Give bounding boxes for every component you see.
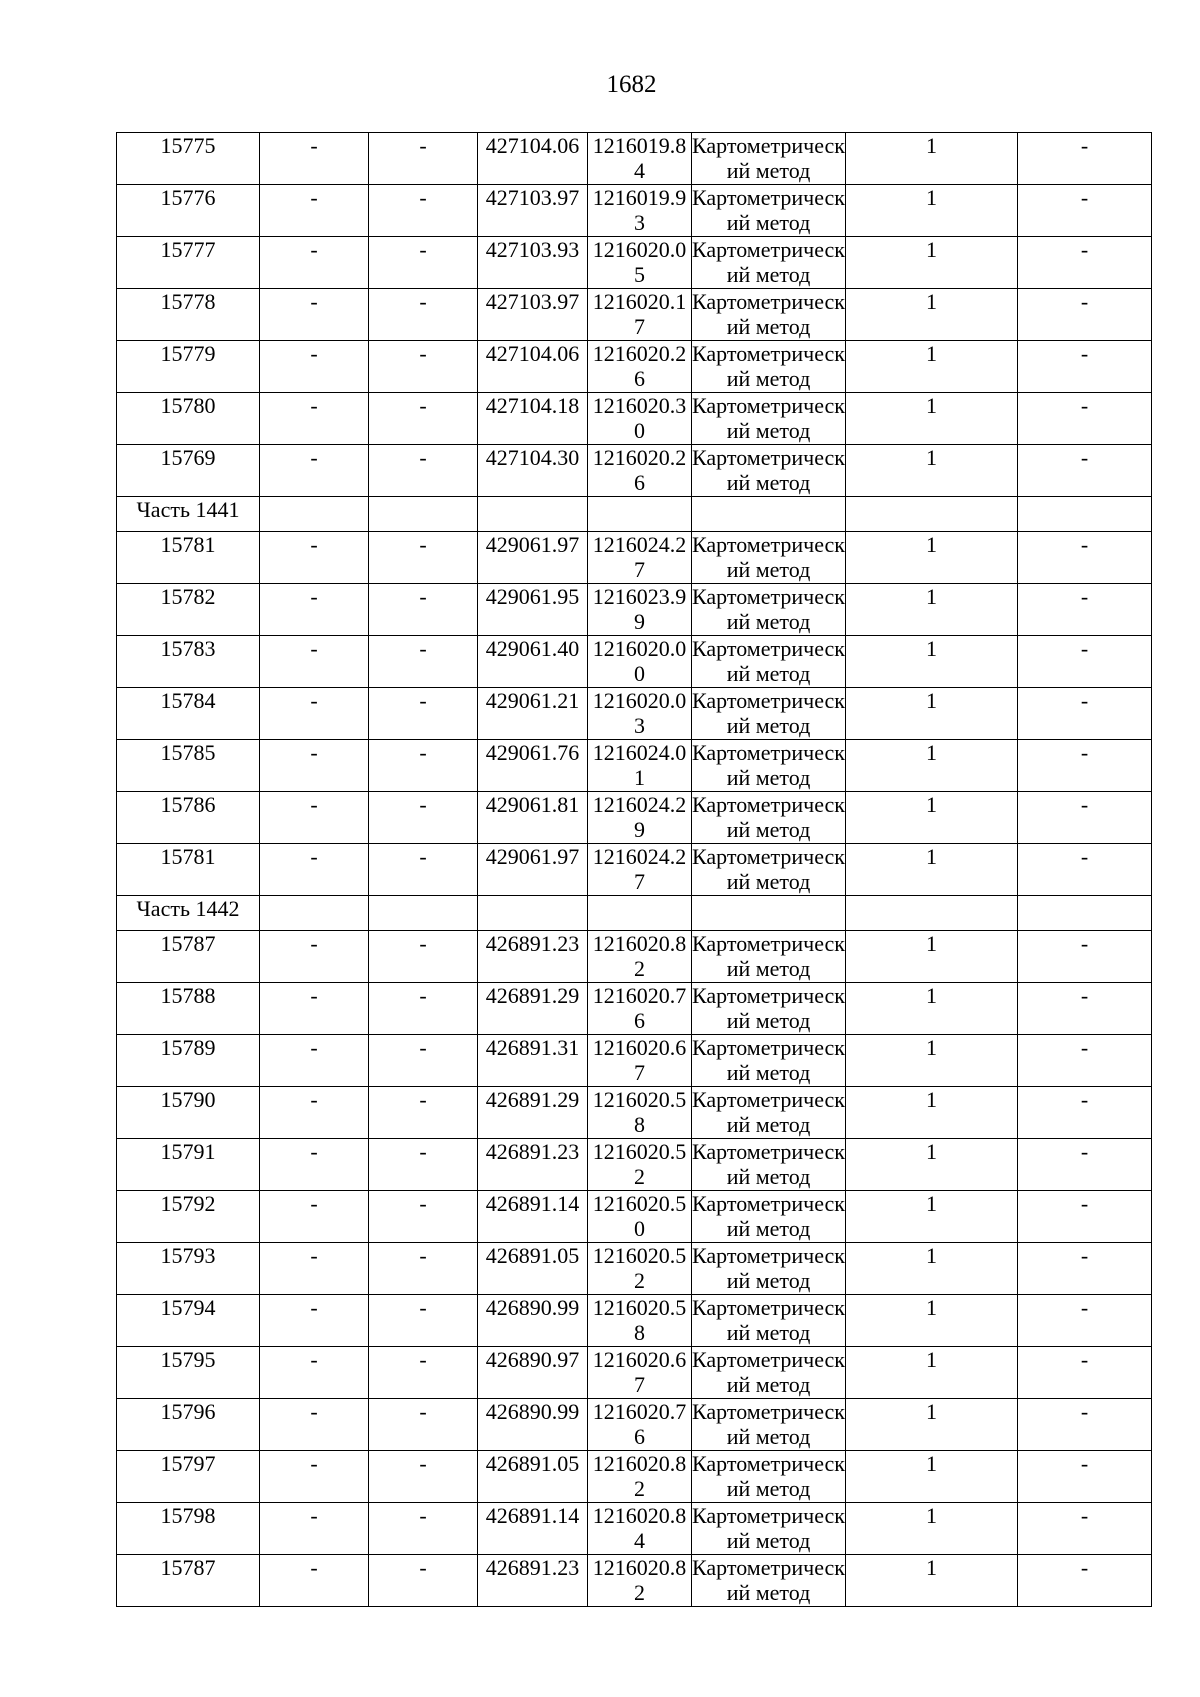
accuracy-cell: 1 — [846, 1503, 1018, 1555]
method-cell: Картометрический метод — [692, 1399, 845, 1449]
note-cell: - — [1018, 983, 1152, 1035]
section-empty-cell — [478, 497, 588, 532]
table-row — [117, 1087, 1152, 1139]
accuracy-cell: 1 — [846, 792, 1018, 844]
point-number-cell: 15790 — [117, 1087, 260, 1139]
section-empty-cell — [846, 497, 1018, 532]
dash-cell: - — [369, 1243, 478, 1295]
point-number-cell: 15776 — [117, 185, 260, 237]
dash-cell: - — [369, 532, 478, 584]
point-number-cell: 15798 — [117, 1503, 260, 1555]
dash-cell: - — [369, 1451, 478, 1503]
table-row — [117, 844, 1152, 896]
point-number-cell: 15780 — [117, 393, 260, 445]
note-cell: - — [1018, 844, 1152, 896]
x-coordinate-cell: 426890.99 — [478, 1399, 588, 1451]
table-row — [117, 289, 1152, 341]
accuracy-cell: 1 — [846, 1295, 1018, 1347]
dash-cell: - — [369, 1139, 478, 1191]
x-coordinate-cell: 426891.23 — [478, 1139, 588, 1191]
table-row — [117, 1243, 1152, 1295]
method-cell: Картометрический метод — [692, 1191, 845, 1241]
point-number-cell: 15794 — [117, 1295, 260, 1347]
accuracy-cell: 1 — [846, 740, 1018, 792]
dash-cell: - — [369, 133, 478, 185]
dash-cell: - — [369, 1555, 478, 1607]
dash-cell: - — [260, 844, 369, 896]
point-number-cell: 15782 — [117, 584, 260, 636]
dash-cell: - — [260, 1347, 369, 1399]
point-number-cell: 15769 — [117, 445, 260, 497]
dash-cell: - — [260, 1243, 369, 1295]
dash-cell: - — [260, 1139, 369, 1191]
accuracy-cell: 1 — [846, 983, 1018, 1035]
accuracy-cell: 1 — [846, 393, 1018, 445]
note-cell: - — [1018, 792, 1152, 844]
table-row — [117, 983, 1152, 1035]
method-cell: Картометрический метод — [692, 1243, 845, 1293]
x-coordinate-cell: 429061.40 — [478, 636, 588, 688]
method-cell: Картометрический метод — [692, 133, 845, 183]
accuracy-cell: 1 — [846, 1139, 1018, 1191]
point-number-cell: 15778 — [117, 289, 260, 341]
dash-cell: - — [260, 1399, 369, 1451]
y-coordinate-cell: 1216019.84 — [588, 133, 692, 185]
y-coordinate-cell: 1216023.99 — [588, 584, 692, 636]
section-header-row — [117, 896, 1152, 931]
dash-cell: - — [260, 237, 369, 289]
x-coordinate-cell: 429061.97 — [478, 844, 588, 896]
table-row — [117, 1139, 1152, 1191]
dash-cell: - — [369, 1399, 478, 1451]
accuracy-cell: 1 — [846, 532, 1018, 584]
dash-cell: - — [369, 740, 478, 792]
section-empty-cell — [588, 497, 692, 532]
dash-cell: - — [260, 584, 369, 636]
section-header-row — [117, 497, 1152, 532]
y-coordinate-cell: 1216020.82 — [588, 931, 692, 983]
dash-cell: - — [260, 1191, 369, 1243]
section-empty-cell — [692, 896, 846, 931]
note-cell: - — [1018, 584, 1152, 636]
dash-cell: - — [369, 844, 478, 896]
y-coordinate-cell: 1216020.58 — [588, 1295, 692, 1347]
table-row — [117, 1503, 1152, 1555]
dash-cell: - — [260, 1295, 369, 1347]
dash-cell: - — [260, 1087, 369, 1139]
table-row — [117, 1035, 1152, 1087]
point-number-cell: 15787 — [117, 931, 260, 983]
accuracy-cell: 1 — [846, 1035, 1018, 1087]
point-number-cell: 15781 — [117, 532, 260, 584]
x-coordinate-cell: 426891.05 — [478, 1451, 588, 1503]
note-cell: - — [1018, 1451, 1152, 1503]
dash-cell: - — [369, 1295, 478, 1347]
x-coordinate-cell: 429061.97 — [478, 532, 588, 584]
dash-cell: - — [369, 1503, 478, 1555]
point-number-cell: 15785 — [117, 740, 260, 792]
y-coordinate-cell: 1216020.82 — [588, 1555, 692, 1607]
page-number: 1682 — [606, 71, 657, 98]
x-coordinate-cell: 427103.93 — [478, 237, 588, 289]
y-coordinate-cell: 1216020.03 — [588, 688, 692, 740]
section-label: Часть 1441 — [117, 497, 260, 532]
method-cell: Картометрический метод — [692, 341, 845, 391]
dash-cell: - — [369, 445, 478, 497]
dash-cell: - — [369, 1087, 478, 1139]
note-cell: - — [1018, 636, 1152, 688]
note-cell: - — [1018, 393, 1152, 445]
dash-cell: - — [260, 688, 369, 740]
method-cell: Картометрический метод — [692, 792, 845, 842]
section-empty-cell — [260, 896, 369, 931]
dash-cell: - — [260, 445, 369, 497]
table-row — [117, 636, 1152, 688]
method-cell: Картометрический метод — [692, 1347, 845, 1397]
note-cell: - — [1018, 289, 1152, 341]
method-cell: Картометрический метод — [692, 393, 845, 443]
note-cell: - — [1018, 237, 1152, 289]
method-cell: Картометрический метод — [692, 185, 845, 235]
dash-cell: - — [260, 393, 369, 445]
section-empty-cell — [1018, 896, 1152, 931]
coordinates-table — [116, 132, 1152, 1607]
dash-cell: - — [260, 532, 369, 584]
table-row — [117, 1555, 1152, 1607]
method-cell: Картометрический метод — [692, 688, 845, 738]
table-row — [117, 341, 1152, 393]
x-coordinate-cell: 426891.05 — [478, 1243, 588, 1295]
dash-cell: - — [260, 983, 369, 1035]
note-cell: - — [1018, 1555, 1152, 1607]
table-row — [117, 1347, 1152, 1399]
table-row — [117, 1399, 1152, 1451]
accuracy-cell: 1 — [846, 688, 1018, 740]
y-coordinate-cell: 1216020.67 — [588, 1347, 692, 1399]
y-coordinate-cell: 1216020.52 — [588, 1243, 692, 1295]
point-number-cell: 15787 — [117, 1555, 260, 1607]
method-cell: Картометрический метод — [692, 740, 845, 790]
point-number-cell: 15792 — [117, 1191, 260, 1243]
dash-cell: - — [369, 1347, 478, 1399]
x-coordinate-cell: 426891.14 — [478, 1503, 588, 1555]
section-empty-cell — [692, 497, 846, 532]
x-coordinate-cell: 426891.23 — [478, 1555, 588, 1607]
y-coordinate-cell: 1216020.26 — [588, 341, 692, 393]
note-cell: - — [1018, 445, 1152, 497]
dash-cell: - — [260, 289, 369, 341]
note-cell: - — [1018, 185, 1152, 237]
y-coordinate-cell: 1216024.27 — [588, 532, 692, 584]
point-number-cell: 15783 — [117, 636, 260, 688]
point-number-cell: 15796 — [117, 1399, 260, 1451]
x-coordinate-cell: 426891.14 — [478, 1191, 588, 1243]
accuracy-cell: 1 — [846, 844, 1018, 896]
accuracy-cell: 1 — [846, 1451, 1018, 1503]
dash-cell: - — [369, 584, 478, 636]
y-coordinate-cell: 1216024.01 — [588, 740, 692, 792]
note-cell: - — [1018, 341, 1152, 393]
y-coordinate-cell: 1216020.30 — [588, 393, 692, 445]
accuracy-cell: 1 — [846, 636, 1018, 688]
point-number-cell: 15781 — [117, 844, 260, 896]
method-cell: Картометрический метод — [692, 1087, 845, 1137]
method-cell: Картометрический метод — [692, 532, 845, 582]
table-row — [117, 133, 1152, 185]
table-row — [117, 1451, 1152, 1503]
point-number-cell: 15793 — [117, 1243, 260, 1295]
method-cell: Картометрический метод — [692, 445, 845, 495]
y-coordinate-cell: 1216020.50 — [588, 1191, 692, 1243]
y-coordinate-cell: 1216020.00 — [588, 636, 692, 688]
dash-cell: - — [369, 393, 478, 445]
dash-cell: - — [260, 636, 369, 688]
accuracy-cell: 1 — [846, 1191, 1018, 1243]
dash-cell: - — [260, 185, 369, 237]
dash-cell: - — [369, 237, 478, 289]
dash-cell: - — [260, 1555, 369, 1607]
accuracy-cell: 1 — [846, 445, 1018, 497]
point-number-cell: 15795 — [117, 1347, 260, 1399]
method-cell: Картометрический метод — [692, 931, 845, 981]
method-cell: Картометрический метод — [692, 1555, 845, 1605]
table-row — [117, 792, 1152, 844]
dash-cell: - — [260, 740, 369, 792]
table-row — [117, 532, 1152, 584]
accuracy-cell: 1 — [846, 341, 1018, 393]
y-coordinate-cell: 1216020.67 — [588, 1035, 692, 1087]
y-coordinate-cell: 1216020.82 — [588, 1451, 692, 1503]
dash-cell: - — [369, 341, 478, 393]
x-coordinate-cell: 427104.06 — [478, 133, 588, 185]
accuracy-cell: 1 — [846, 289, 1018, 341]
table-row — [117, 393, 1152, 445]
table-row — [117, 1295, 1152, 1347]
point-number-cell: 15786 — [117, 792, 260, 844]
dash-cell: - — [369, 983, 478, 1035]
y-coordinate-cell: 1216020.76 — [588, 1399, 692, 1451]
dash-cell: - — [369, 289, 478, 341]
dash-cell: - — [260, 1503, 369, 1555]
note-cell: - — [1018, 1243, 1152, 1295]
method-cell: Картометрический метод — [692, 1503, 845, 1553]
point-number-cell: 15797 — [117, 1451, 260, 1503]
accuracy-cell: 1 — [846, 931, 1018, 983]
method-cell: Картометрический метод — [692, 1139, 845, 1189]
note-cell: - — [1018, 740, 1152, 792]
note-cell: - — [1018, 532, 1152, 584]
point-number-cell: 15789 — [117, 1035, 260, 1087]
note-cell: - — [1018, 1035, 1152, 1087]
note-cell: - — [1018, 133, 1152, 185]
dash-cell: - — [369, 688, 478, 740]
y-coordinate-cell: 1216024.27 — [588, 844, 692, 896]
point-number-cell: 15788 — [117, 983, 260, 1035]
method-cell: Картометрический метод — [692, 1451, 845, 1501]
point-number-cell: 15777 — [117, 237, 260, 289]
accuracy-cell: 1 — [846, 237, 1018, 289]
dash-cell: - — [369, 1035, 478, 1087]
section-empty-cell — [260, 497, 369, 532]
section-empty-cell — [846, 896, 1018, 931]
x-coordinate-cell: 427104.06 — [478, 341, 588, 393]
y-coordinate-cell: 1216020.05 — [588, 237, 692, 289]
dash-cell: - — [369, 931, 478, 983]
note-cell: - — [1018, 1399, 1152, 1451]
dash-cell: - — [260, 341, 369, 393]
accuracy-cell: 1 — [846, 133, 1018, 185]
dash-cell: - — [260, 1451, 369, 1503]
dash-cell: - — [369, 792, 478, 844]
method-cell: Картометрический метод — [692, 584, 845, 634]
dash-cell: - — [369, 636, 478, 688]
y-coordinate-cell: 1216024.29 — [588, 792, 692, 844]
y-coordinate-cell: 1216019.93 — [588, 185, 692, 237]
accuracy-cell: 1 — [846, 1399, 1018, 1451]
table-row — [117, 688, 1152, 740]
dash-cell: - — [369, 185, 478, 237]
note-cell: - — [1018, 1191, 1152, 1243]
x-coordinate-cell: 429061.81 — [478, 792, 588, 844]
x-coordinate-cell: 429061.95 — [478, 584, 588, 636]
x-coordinate-cell: 426890.97 — [478, 1347, 588, 1399]
accuracy-cell: 1 — [846, 1243, 1018, 1295]
accuracy-cell: 1 — [846, 1347, 1018, 1399]
accuracy-cell: 1 — [846, 1087, 1018, 1139]
y-coordinate-cell: 1216020.17 — [588, 289, 692, 341]
note-cell: - — [1018, 688, 1152, 740]
x-coordinate-cell: 426891.29 — [478, 1087, 588, 1139]
note-cell: - — [1018, 1087, 1152, 1139]
table-row — [117, 237, 1152, 289]
note-cell: - — [1018, 1295, 1152, 1347]
table-row — [117, 445, 1152, 497]
y-coordinate-cell: 1216020.84 — [588, 1503, 692, 1555]
note-cell: - — [1018, 931, 1152, 983]
point-number-cell: 15775 — [117, 133, 260, 185]
y-coordinate-cell: 1216020.58 — [588, 1087, 692, 1139]
method-cell: Картометрический метод — [692, 1295, 845, 1345]
method-cell: Картометрический метод — [692, 636, 845, 686]
x-coordinate-cell: 427103.97 — [478, 289, 588, 341]
table-row — [117, 584, 1152, 636]
note-cell: - — [1018, 1503, 1152, 1555]
method-cell: Картометрический метод — [692, 1035, 845, 1085]
dash-cell: - — [260, 931, 369, 983]
section-empty-cell — [369, 896, 478, 931]
y-coordinate-cell: 1216020.26 — [588, 445, 692, 497]
section-empty-cell — [588, 896, 692, 931]
point-number-cell: 15784 — [117, 688, 260, 740]
x-coordinate-cell: 426891.23 — [478, 931, 588, 983]
x-coordinate-cell: 427103.97 — [478, 185, 588, 237]
accuracy-cell: 1 — [846, 584, 1018, 636]
accuracy-cell: 1 — [846, 185, 1018, 237]
method-cell: Картометрический метод — [692, 289, 845, 339]
note-cell: - — [1018, 1347, 1152, 1399]
x-coordinate-cell: 426891.31 — [478, 1035, 588, 1087]
table-row — [117, 185, 1152, 237]
note-cell: - — [1018, 1139, 1152, 1191]
section-empty-cell — [478, 896, 588, 931]
x-coordinate-cell: 429061.76 — [478, 740, 588, 792]
x-coordinate-cell: 427104.30 — [478, 445, 588, 497]
x-coordinate-cell: 426891.29 — [478, 983, 588, 1035]
section-empty-cell — [369, 497, 478, 532]
dash-cell: - — [260, 792, 369, 844]
table-row — [117, 1191, 1152, 1243]
x-coordinate-cell: 427104.18 — [478, 393, 588, 445]
table-row — [117, 931, 1152, 983]
method-cell: Картометрический метод — [692, 844, 845, 894]
accuracy-cell: 1 — [846, 1555, 1018, 1607]
point-number-cell: 15791 — [117, 1139, 260, 1191]
method-cell: Картометрический метод — [692, 237, 845, 287]
x-coordinate-cell: 426890.99 — [478, 1295, 588, 1347]
method-cell: Картометрический метод — [692, 983, 845, 1033]
table-row — [117, 740, 1152, 792]
y-coordinate-cell: 1216020.76 — [588, 983, 692, 1035]
dash-cell: - — [260, 133, 369, 185]
dash-cell: - — [369, 1191, 478, 1243]
section-empty-cell — [1018, 497, 1152, 532]
section-label: Часть 1442 — [117, 896, 260, 931]
y-coordinate-cell: 1216020.52 — [588, 1139, 692, 1191]
dash-cell: - — [260, 1035, 369, 1087]
point-number-cell: 15779 — [117, 341, 260, 393]
x-coordinate-cell: 429061.21 — [478, 688, 588, 740]
table-body — [117, 133, 1152, 1607]
